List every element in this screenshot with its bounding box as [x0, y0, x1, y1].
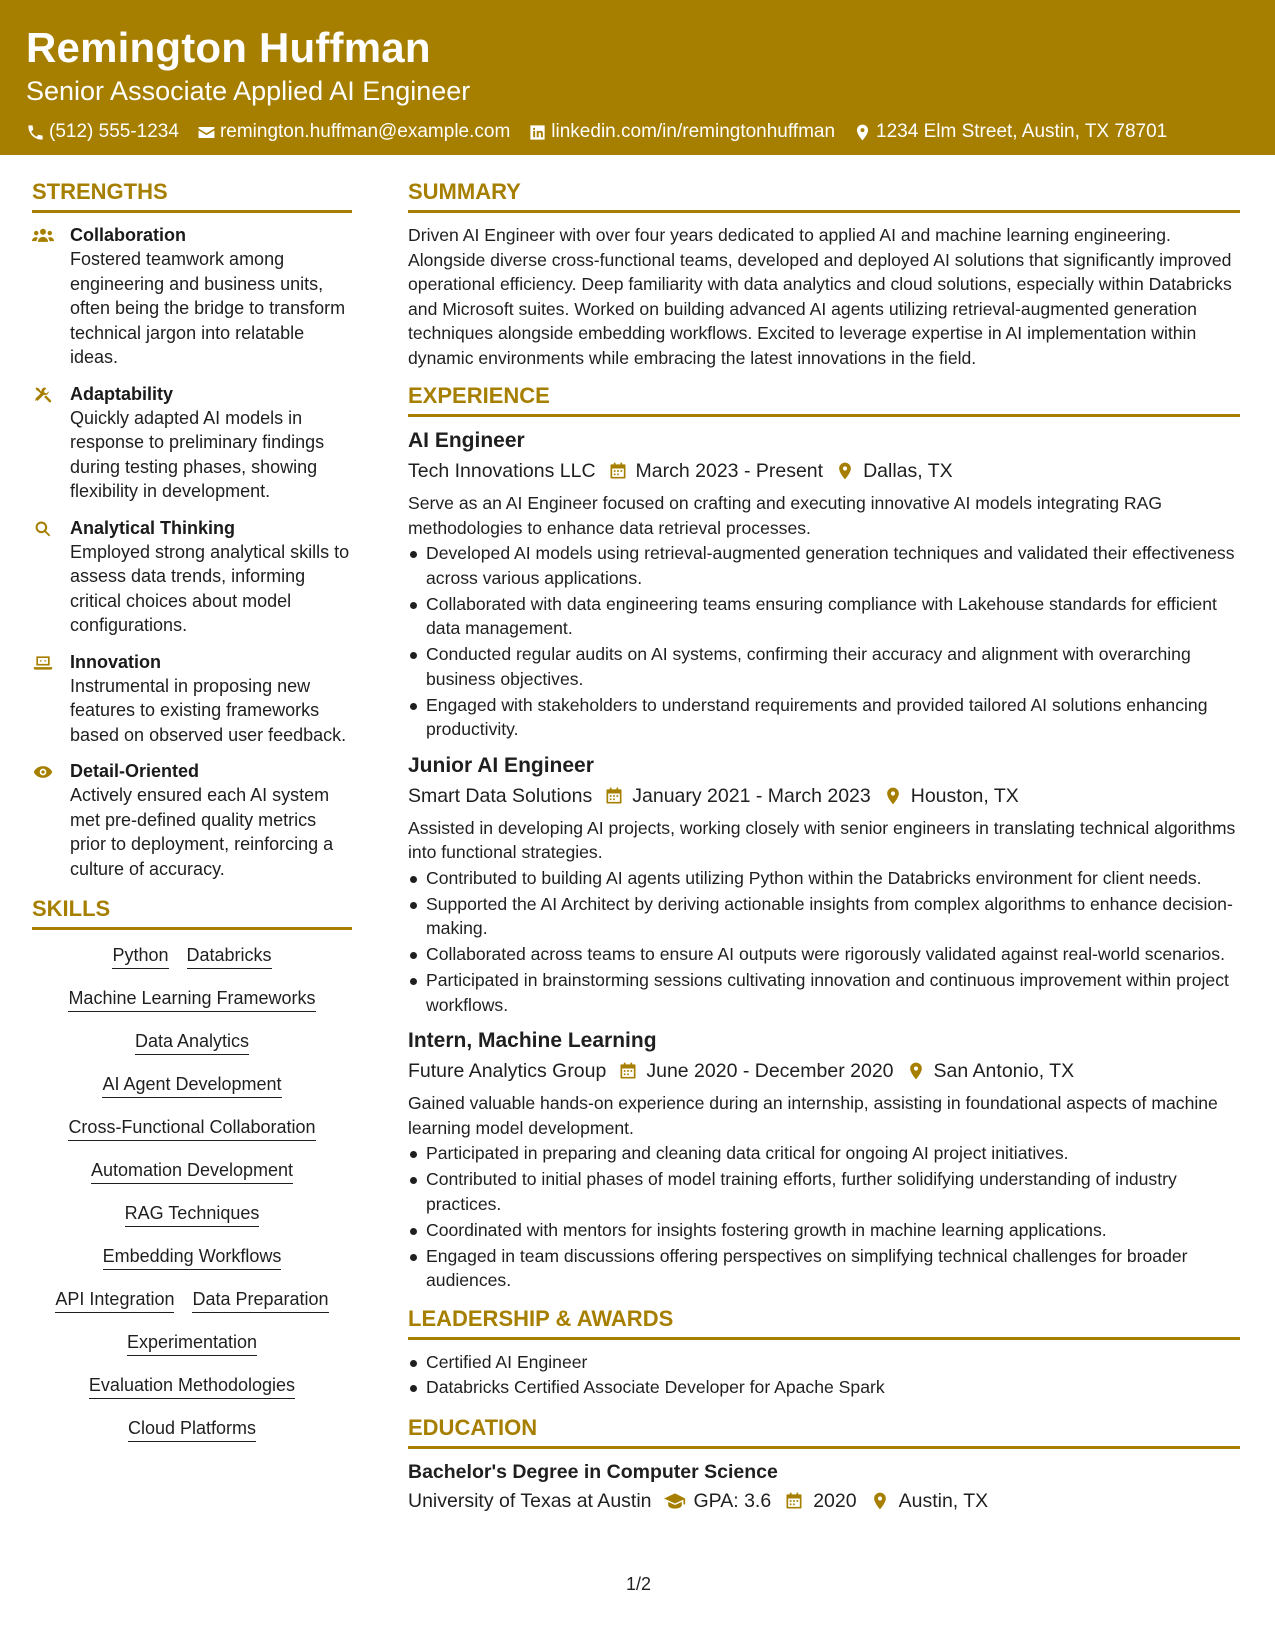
job-bullets	[408, 866, 1240, 1018]
skill-tag: Automation Development	[91, 1159, 293, 1184]
job-bullets	[408, 1141, 1240, 1293]
calendar-icon	[783, 1491, 805, 1511]
education-location: Austin, TX	[898, 1489, 989, 1512]
job-location: Dallas, TX	[863, 460, 953, 482]
strength-name: Adaptability	[70, 383, 174, 404]
calendar-icon	[618, 1061, 638, 1081]
job-meta	[408, 782, 1240, 810]
phone-icon	[26, 123, 45, 142]
job-dates: March 2023 - Present	[635, 460, 824, 482]
summary-text: Driven AI Engineer with over four years dedicated to applied AI and machine learning engineering. Alongside diverse cross-functional teams, developed and deployed AI solutions that significantly improved operational efficiency. Deep familiarity with data analytics and cloud solutions, especially within Databricks and Microsoft suites. Worked on building advanced AI agents utilizing retrieval-augmented generation techniques alongside embedding workflows. Excited to leverage expertise in AI implementation within dynamic environments while embracing the latest innovations in the field.	[408, 225, 1232, 368]
graduation-cap-icon	[664, 1491, 686, 1511]
job-description: Serve as an AI Engineer focused on crafting and executing innovative AI models integrating RAG methodologies to enhance data retrieval processes.	[408, 493, 1163, 538]
job-description: Gained valuable hands-on experience during an internship, assisting in foundational aspects of machine learning model development.	[408, 1093, 1218, 1138]
job-entry	[408, 752, 1240, 1018]
job-bullets	[408, 541, 1240, 742]
contact-address	[853, 120, 1167, 144]
strength-desc: Quickly adapted AI models in response to preliminary findings during testing phases, showing flexibility in development.	[70, 407, 325, 501]
bullet-item: Contributed to building AI agents utilizing Python within the Databricks environment for client needs.	[408, 866, 1240, 891]
job-title: AI Engineer	[408, 429, 525, 452]
strength-name: Detail-Oriented	[70, 761, 200, 781]
skill-tag: API Integration	[55, 1288, 174, 1313]
award-item: Certified AI Engineer	[408, 1350, 1240, 1375]
job-location: San Antonio, TX	[933, 1060, 1075, 1082]
job-location: Houston, TX	[910, 784, 1019, 807]
job-company: Future Analytics Group	[408, 1060, 607, 1082]
strength-item	[32, 223, 352, 370]
contact-email[interactable]	[197, 120, 510, 144]
contact-bar	[26, 120, 1249, 144]
strength-name: Analytical Thinking	[70, 517, 236, 538]
skill-tag: Cross-Functional Collaboration	[68, 1116, 315, 1141]
job-title: Junior AI Engineer	[408, 753, 594, 777]
bullet-item: Engaged with stakeholders to understand requirements and provided tailored AI solutions enhancing productivity.	[408, 693, 1240, 742]
awards-heading: LEADERSHIP & AWARDS	[408, 1305, 1240, 1340]
linkedin-text: linkedin.com/in/remingtonhuffman	[551, 121, 836, 142]
skill-tag: Embedding Workflows	[103, 1245, 282, 1270]
contact-linkedin[interactable]	[528, 120, 835, 144]
right-column	[408, 178, 1240, 1515]
strength-name: Innovation	[70, 651, 161, 672]
map-pin-icon	[883, 786, 903, 806]
bullet-item: Conducted regular audits on AI systems, confirming their accuracy and alignment with overarching business objectives.	[408, 642, 1240, 691]
bullet-item: Coordinated with mentors for insights fostering growth in machine learning applications.	[408, 1218, 1240, 1243]
bullet-item: Supported the AI Architect by deriving actionable insights from complex algorithms to enhance decision-making.	[408, 892, 1240, 941]
skill-tag: Python	[112, 944, 168, 969]
education-meta	[408, 1487, 1240, 1515]
job-dates: June 2020 - December 2020	[646, 1060, 894, 1082]
award-item: Databricks Certified Associate Developer for Apache Spark	[408, 1375, 1240, 1400]
map-pin-icon	[853, 123, 872, 142]
laptop-code-icon	[32, 653, 54, 673]
linkedin-icon	[528, 123, 547, 142]
bullet-item: Participated in brainstorming sessions cultivating innovation and continuous improvement within project workflows.	[408, 968, 1240, 1017]
strengths-heading: STRENGTHS	[32, 178, 352, 213]
skills-list	[32, 944, 352, 1442]
education-heading: EDUCATION	[408, 1414, 1240, 1449]
candidate-title: Senior Associate Applied AI Engineer	[26, 76, 471, 106]
tools-icon	[32, 385, 54, 405]
education-gpa: GPA: 3.6	[693, 1489, 772, 1512]
map-pin-icon	[906, 1061, 926, 1081]
search-icon	[32, 519, 54, 539]
map-pin-icon	[869, 1491, 891, 1511]
skill-tag: Experimentation	[127, 1331, 257, 1356]
strength-desc: Fostered teamwork among engineering and business units, often being the bridge to transform technical jargon into relatable ideas.	[70, 249, 346, 367]
skill-tag: AI Agent Development	[102, 1073, 281, 1098]
skill-tag: RAG Techniques	[125, 1202, 260, 1227]
job-entry	[408, 427, 1240, 742]
job-meta	[408, 1057, 1240, 1085]
education-school: University of Texas at Austin	[408, 1489, 652, 1512]
strength-desc: Actively ensured each AI system met pre-defined quality metrics prior to deployment, reinforcing a culture of accuracy.	[70, 785, 334, 879]
skill-tag: Machine Learning Frameworks	[68, 987, 315, 1012]
bullet-item: Participated in preparing and cleaning data critical for ongoing AI project initiatives.	[408, 1141, 1240, 1166]
envelope-icon	[197, 123, 216, 142]
page-number: 1/2	[626, 1574, 652, 1594]
strength-item	[32, 382, 352, 504]
strength-item	[32, 759, 352, 881]
candidate-name: Remington Huffman	[26, 24, 431, 71]
strength-item	[32, 650, 352, 748]
education-year: 2020	[813, 1489, 857, 1512]
job-company: Tech Innovations LLC	[408, 460, 596, 482]
job-description: Assisted in developing AI projects, working closely with senior engineers in translating technical algorithms into functional strategies.	[408, 817, 1236, 862]
bullet-item: Engaged in team discussions offering perspectives on simplifying technical challenges for broader audiences.	[408, 1244, 1240, 1293]
job-dates: January 2021 - March 2023	[632, 784, 871, 807]
map-pin-icon	[835, 461, 855, 481]
eye-icon	[32, 762, 54, 782]
strength-desc: Instrumental in proposing new features to existing frameworks based on observed user feedback.	[70, 675, 347, 745]
bullet-item: Collaborated with data engineering teams ensuring compliance with Lakehouse standards for efficient data management.	[408, 592, 1240, 641]
bullet-item: Contributed to initial phases of model training efforts, further solidifying understanding of industry practices.	[408, 1167, 1240, 1216]
email-text: remington.huffman@example.com	[219, 121, 511, 142]
skill-tag: Data Preparation	[192, 1288, 328, 1313]
bullet-item: Developed AI models using retrieval-augmented generation techniques and validated their effectiveness across various applications.	[408, 541, 1240, 590]
skills-heading: SKILLS	[32, 895, 352, 930]
calendar-icon	[604, 786, 624, 806]
strength-name: Collaboration	[70, 225, 186, 245]
strength-item	[32, 516, 352, 638]
address-text: 1234 Elm Street, Austin, TX 78701	[876, 121, 1168, 142]
resume-header	[0, 0, 1275, 155]
job-company: Smart Data Solutions	[408, 784, 593, 807]
bullet-item: Collaborated across teams to ensure AI outputs were rigorously validated against real-world scenarios.	[408, 942, 1240, 967]
users-icon	[32, 226, 54, 246]
awards-list	[408, 1350, 1240, 1400]
skill-tag: Cloud Platforms	[128, 1417, 256, 1442]
education-degree: Bachelor's Degree in Computer Science	[408, 1460, 778, 1483]
calendar-icon	[608, 461, 628, 481]
skill-tag: Databricks	[187, 944, 272, 969]
skill-tag: Evaluation Methodologies	[89, 1374, 295, 1399]
summary-heading: SUMMARY	[408, 178, 1240, 213]
contact-phone[interactable]	[26, 120, 179, 144]
experience-heading: EXPERIENCE	[408, 382, 1240, 417]
skill-tag: Data Analytics	[135, 1030, 249, 1055]
phone-text: (512) 555-1234	[49, 121, 179, 142]
job-entry	[408, 1027, 1240, 1293]
strength-desc: Employed strong analytical skills to assess data trends, informing critical choices about model configurations.	[70, 541, 350, 635]
job-title: Intern, Machine Learning	[408, 1029, 657, 1052]
left-column	[32, 178, 352, 1460]
job-meta	[408, 457, 1240, 485]
